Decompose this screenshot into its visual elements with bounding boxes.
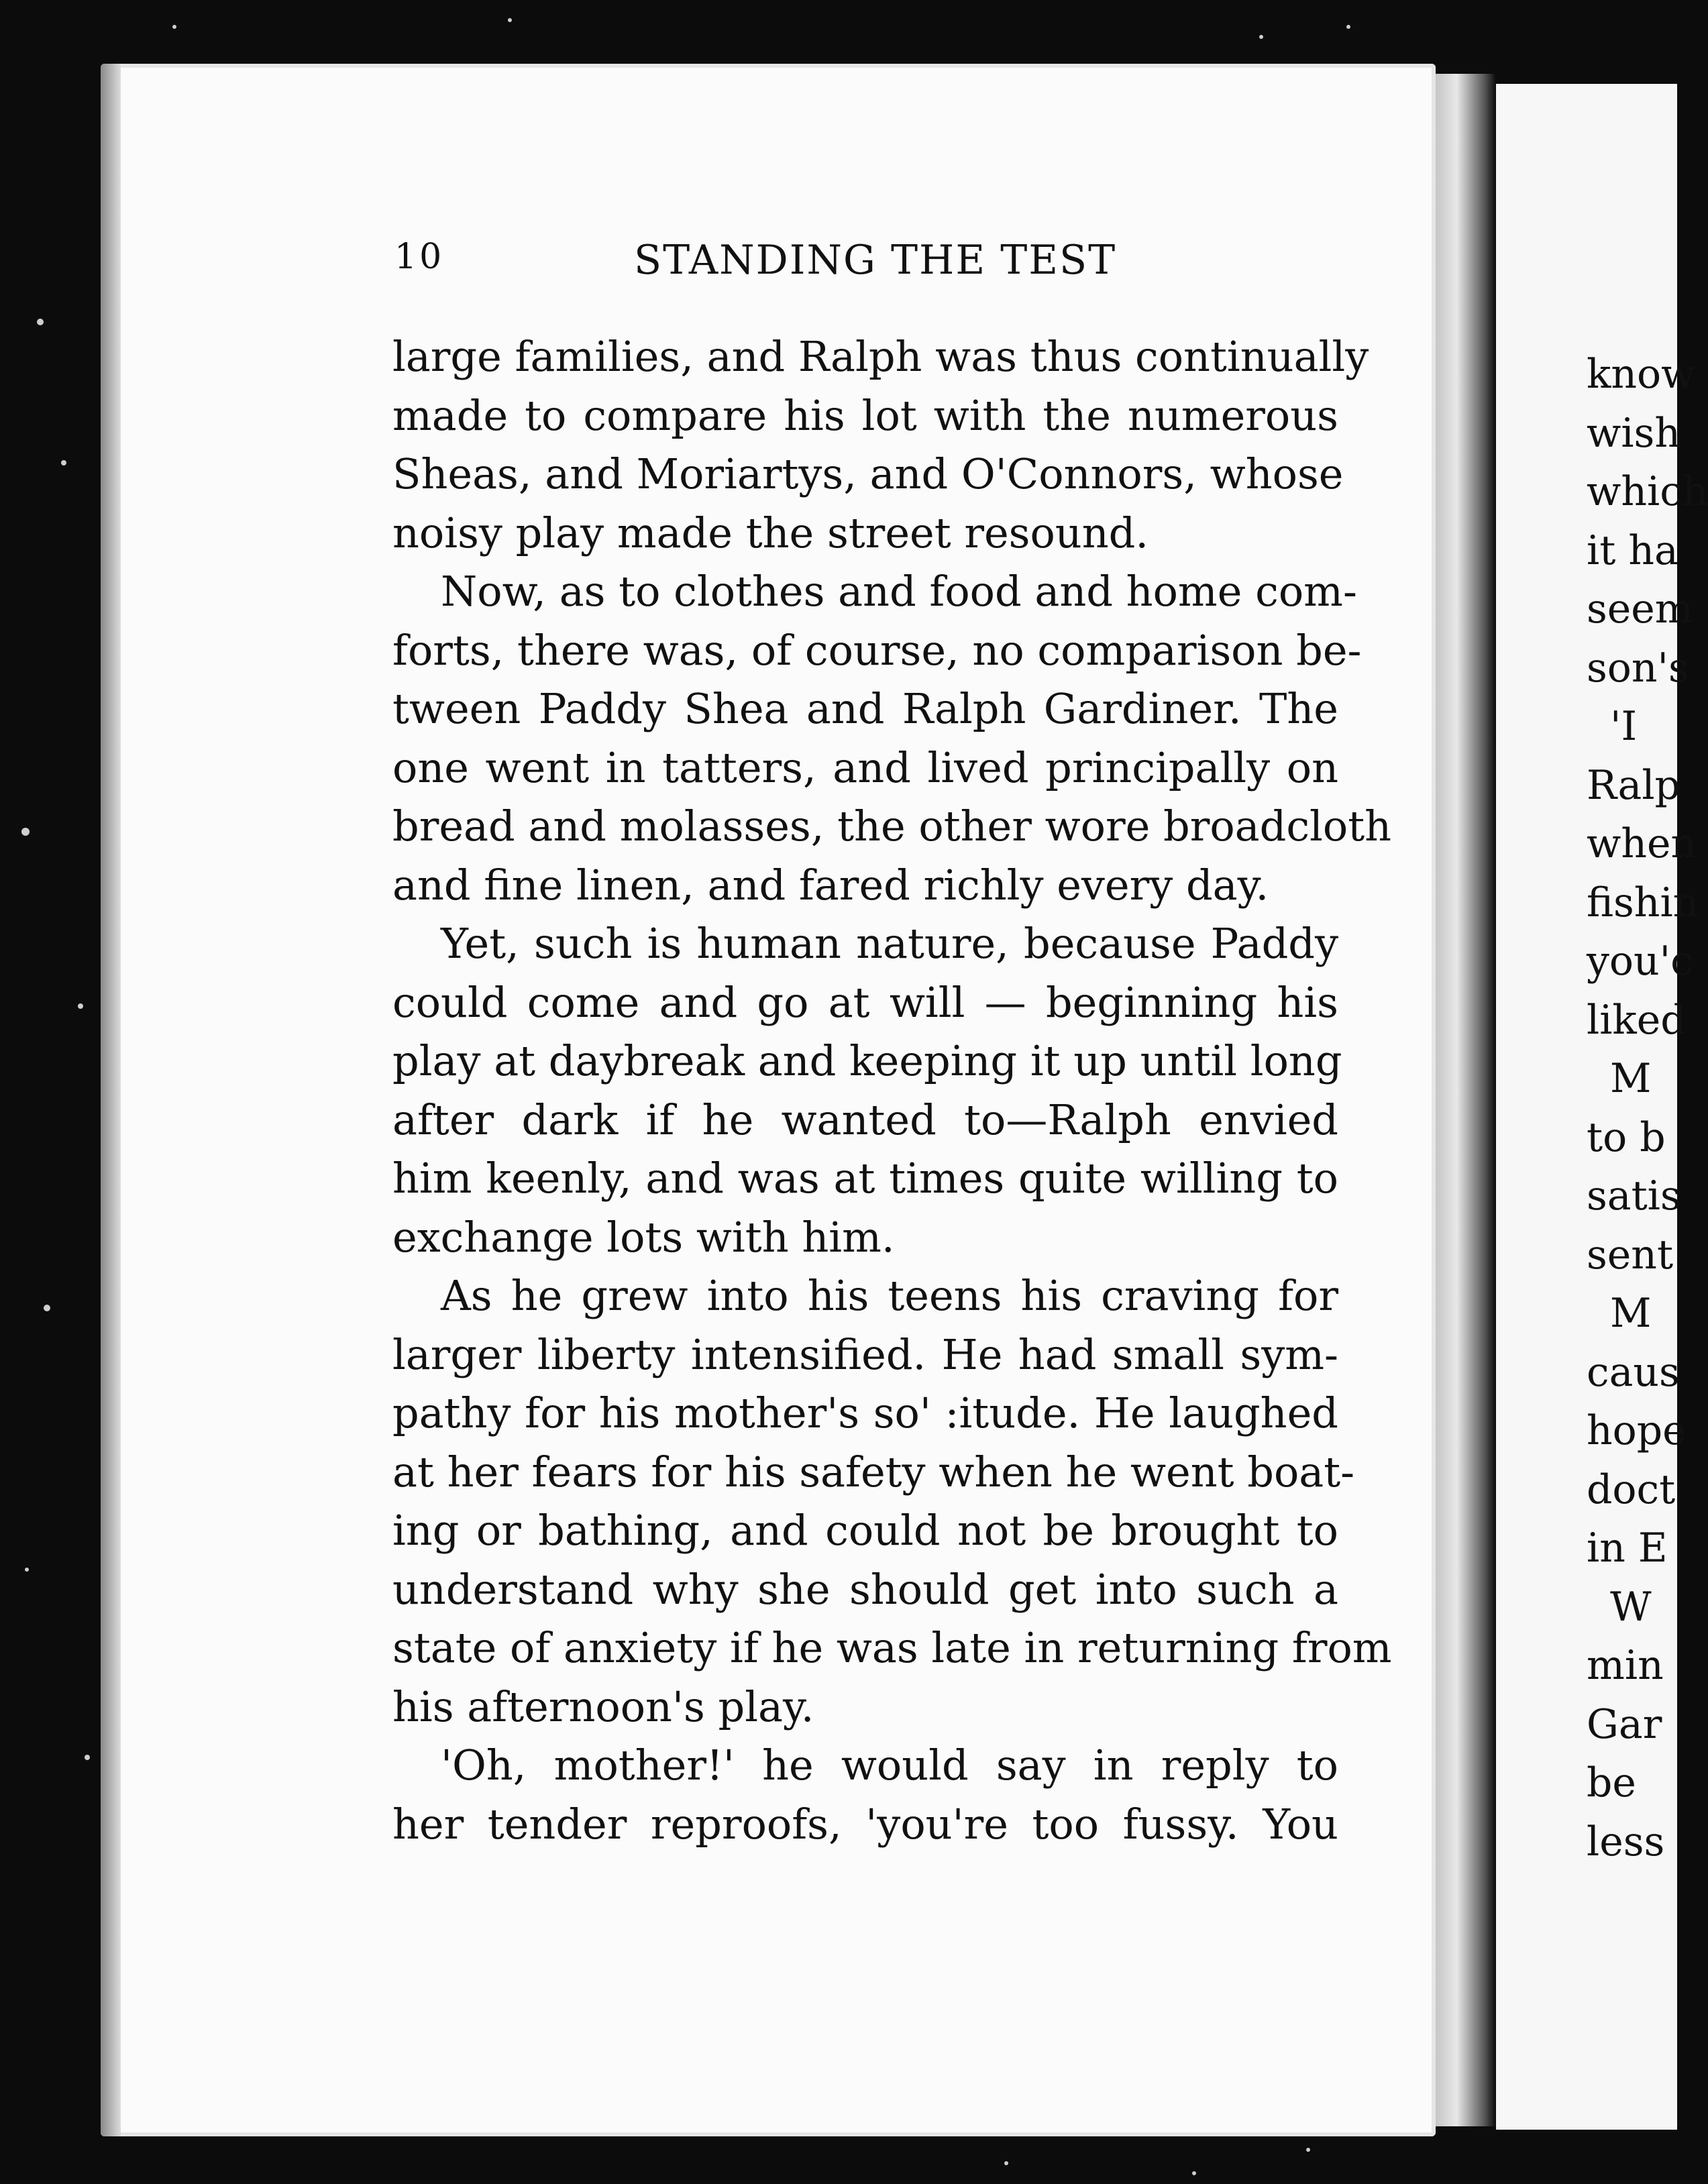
text-line: Sheas, and Moriartys, and O'Connors, whose (392, 449, 1344, 498)
book-gutter (1436, 74, 1496, 2126)
text-line: 'Oh, mother!' he would say in reply to (441, 1741, 1338, 1790)
facing-text-line: when (1587, 820, 1697, 867)
text-line: state of anxiety if he was late in returning from (392, 1623, 1392, 1672)
facing-text-line: you'c (1587, 938, 1693, 985)
body-text (392, 327, 1392, 1853)
facing-text-line: less (1587, 1818, 1665, 1865)
text-line: one went in tatters, and lived principally on (392, 743, 1338, 792)
page-header (394, 237, 1340, 290)
facing-text-line: Gar (1587, 1700, 1662, 1748)
running-head: STANDING THE TEST (634, 237, 1117, 284)
facing-text-line: liked (1587, 996, 1687, 1044)
facing-text-line: seem (1587, 586, 1693, 633)
facing-text-line: min (1587, 1642, 1664, 1689)
text-line: understand why she should get into such a (392, 1564, 1338, 1614)
facing-text-line: Ralp (1587, 761, 1680, 809)
facing-text-line: sent (1587, 1231, 1674, 1278)
text-line: after dark if he wanted to—Ralph envied (392, 1095, 1338, 1144)
text-line: him keenly, and was at times quite willing to (392, 1154, 1338, 1203)
text-line: bread and molasses, the other wore broadcloth (392, 802, 1392, 851)
text-line: his afternoon's play. (392, 1682, 814, 1731)
facing-text-line: hope (1587, 1407, 1687, 1454)
facing-text-line: in E (1587, 1525, 1668, 1572)
text-line: and fine linen, and fared richly every day. (392, 860, 1269, 910)
facing-text-line: wish (1587, 409, 1680, 457)
facing-text-line: satis (1587, 1172, 1681, 1219)
text-line: Now, as to clothes and food and home com- (441, 567, 1357, 616)
text-line: her tender reproofs, 'you're too fussy. You (392, 1799, 1338, 1849)
facing-text-line: to b (1587, 1113, 1666, 1161)
text-line: noisy play made the street resound. (392, 508, 1149, 557)
text-line: play at daybreak and keeping it up until long (392, 1036, 1342, 1085)
facing-text-line: doct (1587, 1466, 1676, 1513)
page-number: 10 (394, 237, 445, 277)
facing-text-line: which (1587, 468, 1708, 515)
text-line: forts, there was, of course, no comparison be- (392, 625, 1362, 675)
facing-text-line: son's (1587, 644, 1689, 692)
text-line: exchange lots with him. (392, 1212, 895, 1262)
text-line: ing or bathing, and could not be brought to (392, 1506, 1338, 1555)
facing-text-line: M (1610, 1055, 1652, 1102)
text-line: large families, and Ralph was thus continually (392, 332, 1369, 381)
facing-text-line: know (1587, 351, 1696, 398)
facing-text-line: 'I (1610, 703, 1638, 750)
text-line: tween Paddy Shea and Ralph Gardiner. The (392, 684, 1338, 733)
left-page-edge (101, 64, 121, 2136)
text-line: could come and go at will — beginning his (392, 977, 1338, 1027)
text-line: Yet, such is human nature, because Paddy (441, 919, 1338, 968)
text-line: larger liberty intensified. He had small sym- (392, 1329, 1338, 1379)
facing-text-line: caus (1587, 1348, 1680, 1396)
facing-text-line: M (1610, 1290, 1652, 1337)
facing-text-line: be (1587, 1759, 1636, 1806)
text-line: made to compare his lot with the numerous (392, 390, 1338, 440)
text-line: at her fears for his safety when he went boat- (392, 1447, 1355, 1496)
facing-text-line: it ha (1587, 527, 1678, 574)
text-line: As he grew into his teens his craving for (441, 1271, 1338, 1320)
facing-text-line: W (1610, 1583, 1652, 1631)
facing-page-text (1587, 345, 1708, 1871)
text-line: pathy for his mother's so' :itude. He laughed (392, 1388, 1338, 1437)
facing-text-line: fishin (1587, 879, 1699, 926)
